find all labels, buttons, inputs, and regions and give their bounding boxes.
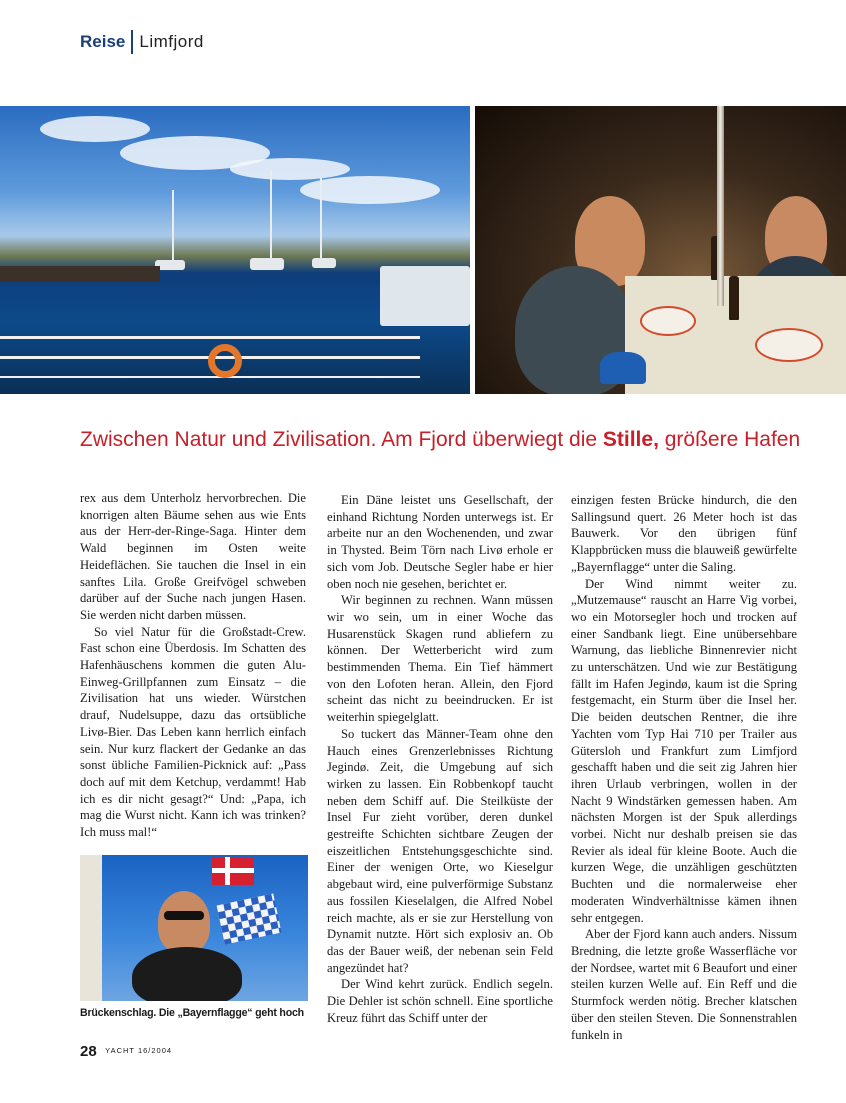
danish-flag-cross (212, 868, 254, 873)
mast (172, 190, 174, 265)
paragraph: Der Wind nimmt weiter zu. „Mutzemause“ rauscht an Harre Vig vorbei, wo ein Motorsegler hoch und trocken auf einer Sandbank liegt. Eine unübersehbare Warnung, das liebliche Binnenrevier nicht zu unterschätzen. Und wie zur Bestätigung fällt im Hafen Jegindø, kaum ist die Spring festgemacht, ein Sturm über die Insel her. Die beiden deutschen Rentner, die ihre Yachten vom Typ Hai 710 per Trailer aus Gütersloh und Frankfurt zum Limfjord geschafft haben und die seit zig Jahren hier ihren Urlaub verbringen, wollen in der Nacht 9 Windstärken gemessen haben. Am nächsten Morgen ist der Spuk allerdings vorbei. Nicht nur deshalb preisen sie das Revier als ideal für kleine Boote. Auch die kurzen Wege, die unzähligen geschützten Buchten und die normalerweise eher moderaten Windverhältnisse kämen ihnen sehr entgegen. (571, 576, 797, 925)
paragraph: Der Wind kehrt zurück. Endlich segeln. Die Dehler ist schön schnell. Eine sportliche Kreuz führt das Schiff unter der (327, 977, 553, 1025)
paragraph: einzigen festen Brücke hindurch, die den Sallingsund quert. 26 Meter hoch ist das Bauwerk. Vor den übrigen fünf Klappbrücken muss die blauweiß gewürfelte „Bayernflagge“ unter die Saling. (571, 493, 797, 574)
magazine-issue: YACHT 16/2004 (105, 1046, 173, 1055)
topic-label: Limfjord (139, 32, 204, 51)
sailor-head (158, 891, 210, 953)
paragraph: So tuckert das Männer-Team ohne den Hauch eines Grenzerlebnisses Richtung Jegindø. Zeit, die Umgebung auf sich wirken zu lassen. Ein Robbenkopf taucht neben dem Schiff auf. Die Steilküste der Insel Fur zieht vorüber, deren dunkel gestreifte Schichten sichtbare Zeugen der eiszeitlichen Entstehungsgeschichte sind. Einer der wenigen Orte, wo Kieselgur abgebaut wird, eine pulverförmige Substanz aus fossilen Kieselalgen, die Alfred Nobel reich machte, als er sie zur Herstellung von Dynamit nutzte. Hört sich explosiv an. Ob das der Bauer weiß, der nebenan sein Feld angezündet hat? (327, 726, 553, 975)
cabin-photo (475, 106, 846, 394)
paragraph: Aber der Fjord kann auch anders. Nissum Bredning, die letzte große Wasserfläche vor der Nordsee, wartet mit 6 Beaufort und einer steilen kurzen Welle auf. Ein Reff und die Sturmfock werden nötig. Brecher klatschen über den steilen Steven. Die Sonnenstrahlen funkeln in (571, 927, 797, 1042)
headline-part2: größere Hafen (658, 428, 801, 451)
mast (320, 178, 322, 266)
paragraph: Wir beginnen zu rechnen. Wann müssen wir wo sein, um in einer Woche das Husarenstück Skagen rund abliefern zu können. Der Wetterbericht wird zum bestimmenden Thema. Ein Tief hämmert von den Lofoten heran. Allein, den Fjord scheint das nicht zu beeindrucken. Er ist weiterhin spiegelglatt. (327, 593, 553, 725)
cap (600, 352, 646, 384)
mast-pole (717, 106, 724, 306)
railing (0, 376, 420, 378)
page-number: 28 (80, 1043, 97, 1060)
text-column-2 (327, 492, 553, 1027)
sailor-body (132, 947, 242, 1001)
section-label: Reise (80, 32, 126, 51)
sunglasses (164, 911, 204, 920)
plate (640, 306, 696, 336)
boat (312, 258, 336, 268)
bottle (729, 276, 739, 320)
paragraph: Ein Däne leistet uns Gesellschaft, der einhand Richtung Norden unterwegs ist. Er arbeite nur an den Wochenenden, und zwar in Thysted. Beim Törn nach Livø erhole er sich vom Job. Deutsche Segler habe er hier oben noch nie gesehen, berichtet er. (327, 493, 553, 591)
paragraph: So viel Natur für die Großstadt-Crew. Fast schon eine Überdosis. Im Schatten des Hafenhäuschens kommen die guten Alu-Einweg-Grillpfannen zum Einsatz – die Zivilisation hat uns wieder. Würstchen drauf, Nudelsuppe, dazu das ortsübliche Livø-Bier. Das Leben kann herrlich einfach sein. Nur kurz flackert der Gedanke an das sonst übliche Familien-Picknick auf: „Pass doch auf mit dem Ketchup, verdammt! Hab ich es dir nicht gesagt?“ Und: „Papa, ich mag die Wurst nicht. Kann ich was trinken? Ich muss mal!“ (80, 624, 306, 840)
danish-flag-cross (225, 857, 230, 885)
railing (0, 336, 420, 339)
harbor-boat (380, 266, 470, 326)
paragraph: rex aus dem Unterholz hervorbrechen. Die knorrigen alten Bäume sehen aus wie Ents aus der Herr-der-Ringe-Saga. Hinter dem Wald beginnen im Osten weite Heideflächen. Sie tauchen die Insel in ein sanftes Lila. Große Greifvögel schweben darüber auf der Suche nach jungen Hasen. Sie werden nicht darben müssen. (80, 491, 306, 622)
bavarian-flag (216, 893, 281, 944)
cloud (40, 116, 150, 142)
pier (0, 266, 160, 282)
headline-part1: Zwischen Natur und Zivilisation. Am Fjord überwiegt die (80, 428, 603, 451)
headline-emphasis: Stille, (602, 428, 659, 451)
cloud (230, 158, 350, 180)
text-column-1 (80, 490, 306, 841)
plate (755, 328, 823, 362)
text-column-3 (571, 492, 797, 1043)
sailor-photo (80, 855, 308, 1001)
sail (80, 855, 102, 1001)
mast (270, 170, 272, 265)
boat (250, 258, 284, 270)
life-ring (208, 344, 242, 378)
page-header (80, 30, 204, 54)
photo-caption: Brückenschlag. Die „Bayernflagge“ geht hoch (80, 1007, 304, 1019)
header-divider (131, 30, 133, 54)
page-footer (80, 1043, 172, 1061)
headline (80, 428, 800, 452)
